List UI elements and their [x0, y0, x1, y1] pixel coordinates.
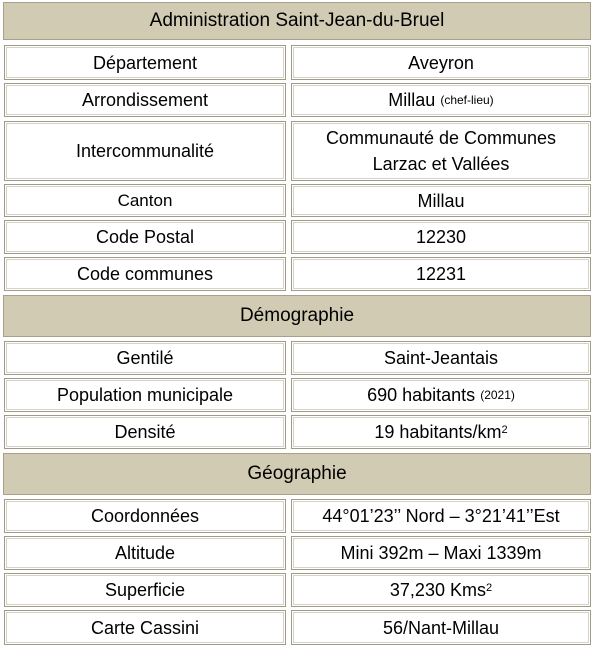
value-altitude: Mini 392m – Maxi 1339m: [291, 536, 591, 570]
population-value-text: 690 habitants: [367, 385, 476, 405]
label-code-postal: Code Postal: [4, 220, 286, 254]
section-demographie: Démographie: [3, 295, 591, 337]
label-densite: Densité: [4, 415, 286, 449]
value-intercommunalite: [291, 121, 591, 181]
label-superficie: Superficie: [4, 573, 286, 607]
value-population: [291, 378, 591, 412]
label-carte-cassini: Carte Cassini: [4, 610, 286, 645]
population-year: (2021): [480, 388, 515, 402]
label-altitude: Altitude: [4, 536, 286, 570]
label-coordonnees: Coordonnées: [4, 499, 286, 533]
value-code-communes: 12231: [291, 257, 591, 291]
value-superficie: 37,230 Kms $^2$: [291, 573, 591, 607]
value-gentile: Saint-Jeantais: [291, 341, 591, 375]
value-departement: Aveyron: [291, 45, 591, 80]
intercommunalite-line-1: Communauté de Communes: [325, 128, 557, 148]
value-canton: Millau: [291, 184, 591, 217]
intercommunalite-line-2: Larzac et Vallées: [372, 154, 510, 174]
value-code-postal: 12230: [291, 220, 591, 254]
value-densite: 19 habitants/km $^2$: [291, 415, 591, 449]
arrondissement-note: (chef-lieu): [440, 93, 494, 107]
value-arrondissement: [291, 83, 591, 117]
densite-value-text: 19 habitants/km: [374, 422, 502, 442]
value-carte-cassini: 56/Nant-Millau: [291, 610, 591, 645]
label-departement: Département: [4, 45, 286, 80]
label-population: Population municipale: [4, 378, 286, 412]
label-intercommunalite: Intercommunalité: [4, 121, 286, 181]
label-canton: Canton: [4, 184, 286, 217]
arrondissement-value-text: Millau: [388, 90, 436, 110]
label-gentile: Gentilé: [4, 341, 286, 375]
section-geographie: Géographie: [3, 453, 591, 495]
superficie-value-text: 37,230 Kms: [389, 580, 486, 600]
label-code-communes: Code communes: [4, 257, 286, 291]
value-coordonnees: 44°01’23’’ Nord – 3°21’41’’Est: [291, 499, 591, 533]
label-arrondissement: Arrondissement: [4, 83, 286, 117]
header-title: Administration Saint-Jean-du-Bruel: [3, 2, 591, 40]
